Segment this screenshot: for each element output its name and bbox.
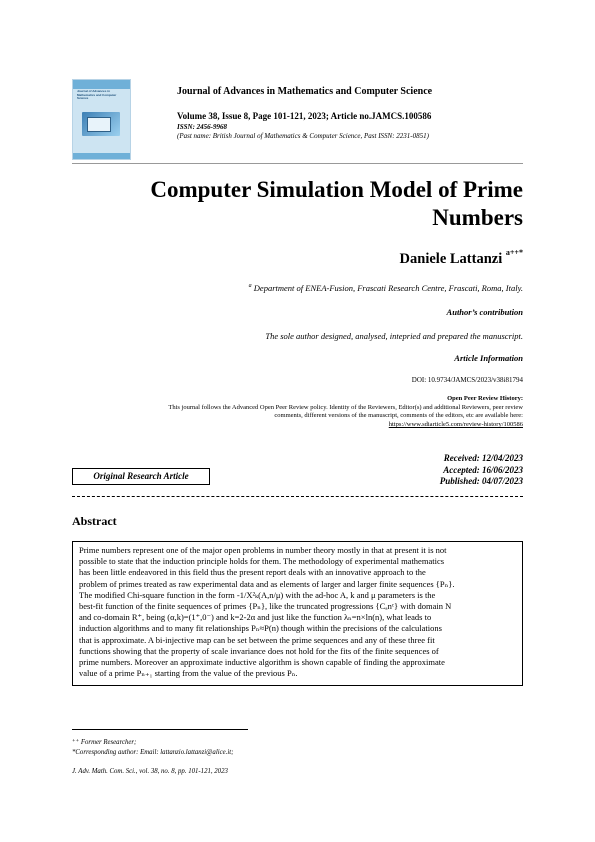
contribution-text: The sole author designed, analysed, intepried and prepared the manuscript. — [265, 331, 523, 341]
citation-line: J. Adv. Math. Com. Sci., vol. 38, no. 8, pp. 101-121, 2023 — [72, 768, 228, 775]
abstract-line: and co-domain R⁺, being (α,k)=(1⁺,0⁻) and k=2-2α and just like the function λₙ=n×ln(n), what leads to — [79, 612, 432, 623]
abstract-box — [72, 541, 523, 686]
article-type-badge: Original Research Article — [72, 468, 210, 485]
author — [400, 250, 523, 268]
volume-line: Volume 38, Issue 8, Page 101-121, 2023; Article no.JAMCS.100586 — [177, 111, 432, 121]
abstract-line: problem of primes treated as raw experimental data and as elements of larger and larger finite sequences {Pₙ}. — [79, 578, 455, 589]
doi: DOI: 10.9734/JAMCS/2023/v38i81794 — [411, 376, 523, 384]
affiliation-mark: a — [248, 283, 252, 290]
footnote-former-researcher: ⁺⁺ Former Researcher; — [72, 739, 137, 746]
past-name: (Past name: British Journal of Mathematics & Computer Science, Past ISSN: 2231-0851) — [177, 132, 429, 140]
abstract-line: that is approximate. A bi-injective map can be set between the prime sequences and any of these three fit — [79, 634, 435, 645]
journal-cover-image — [72, 79, 131, 160]
footnote-corresponding-author: *Corresponding author: Email: lattanzio.lattanzi@alice.it; — [72, 749, 234, 756]
open-review-heading: Open Peer Review History: — [447, 395, 523, 402]
open-review-line-1: This journal follows the Advanced Open Peer Review policy. Identity of the Reviewers, Editor(s) and additional Reviewers, peer review — [168, 404, 523, 411]
article-dates — [440, 453, 523, 488]
open-review-line-2: comments, different versions of the manuscript, comments of the editors, etc are available here: — [274, 412, 523, 420]
accepted-date: Accepted: 16/06/2023 — [443, 464, 523, 475]
cover-title: Journal of Advances in Mathematics and Computer Science — [77, 89, 117, 101]
published-date: Published: 04/07/2023 — [439, 476, 523, 487]
laptop-icon — [87, 117, 111, 132]
section-divider — [72, 496, 523, 497]
abstract-line: induction algorithms and to many fit relationships Pₙ≈P(n) though within the precisions of the calculations — [79, 623, 442, 634]
review-history-link[interactable]: https://www.sdiarticle5.com/review-history/100586 — [388, 421, 523, 428]
abstract-line: possible to state that the induction principle holds for them. The methodology of experimental mathematics — [79, 556, 445, 567]
abstract-line: prime numbers. Moreover an approximate inductive algorithm is shown capable of finding the approximate — [79, 657, 445, 668]
abstract-heading: Abstract — [72, 514, 117, 528]
contribution-heading: Author’s contribution — [446, 307, 523, 317]
cover-header-band — [73, 80, 130, 89]
abstract-line: The modified Chi-square function in the form -1/X²ₖ(A,n/μ) with the ad-hoc A, k and μ parameters is the — [79, 589, 436, 600]
abstract-line: functions showing that the property of scale invariance does not hold for the fits of the finite sequences of — [79, 645, 439, 656]
header-divider — [72, 163, 523, 164]
abstract-line: Prime numbers represent one of the major open problems in number theory mostly in that at present it is not — [79, 545, 447, 555]
abstract-line: best-fit function of the finite sequences of primes {Pₙ}, like the truncated progressions {Cₐnᶜ} with domain N — [79, 601, 452, 612]
article-title: Computer Simulation Model of Prime Numbers — [150, 177, 523, 230]
affiliation-text: Department of ENEA-Fusion, Frascati Research Centre, Frascati, Roma, Italy. — [253, 283, 523, 293]
abstract-line: value of a prime Pₙ₊₁ starting from the value of the previous Pₙ. — [79, 668, 298, 679]
journal-title: Journal of Advances in Mathematics and Computer Science — [177, 86, 433, 97]
open-review-text — [63, 404, 523, 420]
author-marks: a++* — [505, 248, 523, 257]
received-date: Received: 12/04/2023 — [443, 453, 523, 463]
author-name: Daniele Lattanzi — [399, 250, 503, 267]
footnote-divider — [72, 729, 248, 730]
cover-footer-band — [73, 153, 130, 159]
issn: ISSN: 2456-9968 — [177, 123, 227, 131]
article-info-heading: Article Information — [454, 353, 523, 363]
abstract-line: has been little endeavored in this field thus the present report deals with an innovative approach to the — [79, 567, 426, 578]
affiliation — [249, 283, 523, 293]
